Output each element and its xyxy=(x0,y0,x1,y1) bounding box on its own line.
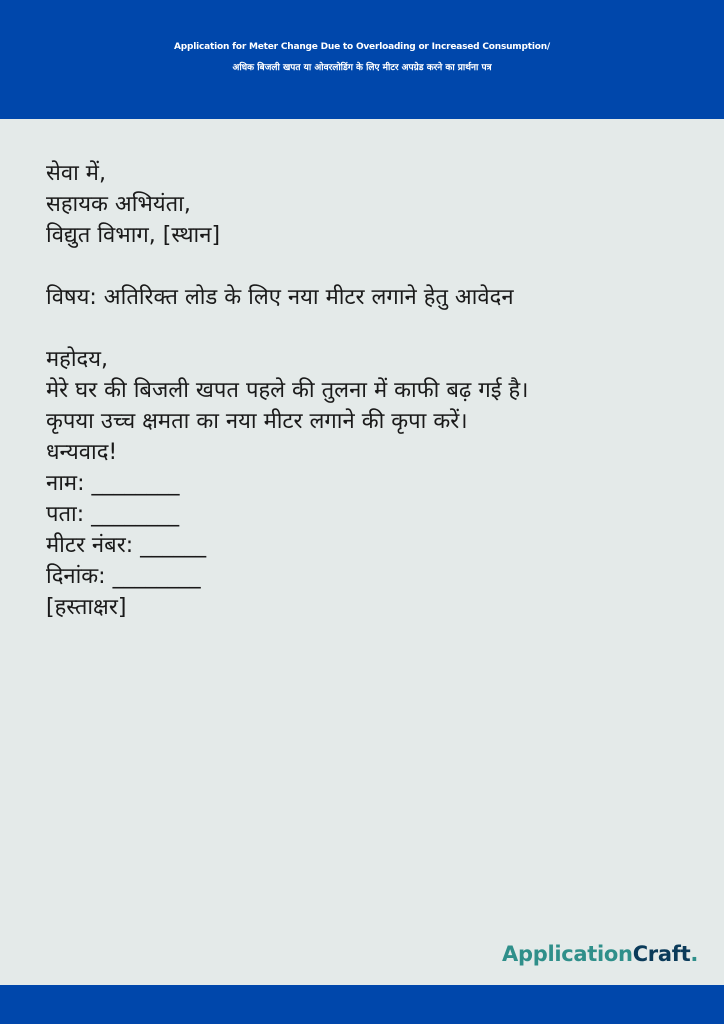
title-hindi: अधिक बिजली खपत या ओवरलोडिंग के लिए मीटर अपग्रेड करने का प्रार्थना पत्र xyxy=(232,63,492,73)
brand-part-2: Craft xyxy=(632,942,691,966)
recipient-line-2: सहायक अभियंता, xyxy=(46,192,191,217)
date-field: दिनांक: ________ xyxy=(46,564,201,589)
brand-part-1: Application xyxy=(502,942,633,966)
brand-logo xyxy=(502,942,698,966)
brand-dot: . xyxy=(690,942,698,966)
address-field: पता: ________ xyxy=(46,502,180,527)
meter-number-field: मीटर नंबर: ______ xyxy=(46,533,207,558)
signature-placeholder: [हस्ताक्षर] xyxy=(46,595,127,620)
subject-line: विषय: अतिरिक्त लोड के लिए नया मीटर लगाने हेतु आवेदन xyxy=(46,285,514,310)
body-line-1: मेरे घर की बिजली खपत पहले की तुलना में काफी बढ़ गई है। xyxy=(46,378,529,403)
salutation: महोदय, xyxy=(46,347,108,372)
title-english: Application for Meter Change Due to Overloading or Increased Consumption/ xyxy=(173,42,550,52)
spacer xyxy=(46,313,696,344)
recipient-line-3: विद्युत विभाग, [स्थान] xyxy=(46,223,221,248)
closing-thanks: धन्यवाद! xyxy=(46,440,118,465)
footer-bar xyxy=(0,985,724,1024)
header-banner xyxy=(0,0,724,119)
spacer xyxy=(46,251,696,282)
recipient-line-1: सेवा में, xyxy=(46,161,106,186)
letter-body xyxy=(46,158,696,623)
body-line-2: कृपया उच्च क्षमता का नया मीटर लगाने की कृपा करें। xyxy=(46,409,468,434)
name-field: नाम: ________ xyxy=(46,471,180,496)
